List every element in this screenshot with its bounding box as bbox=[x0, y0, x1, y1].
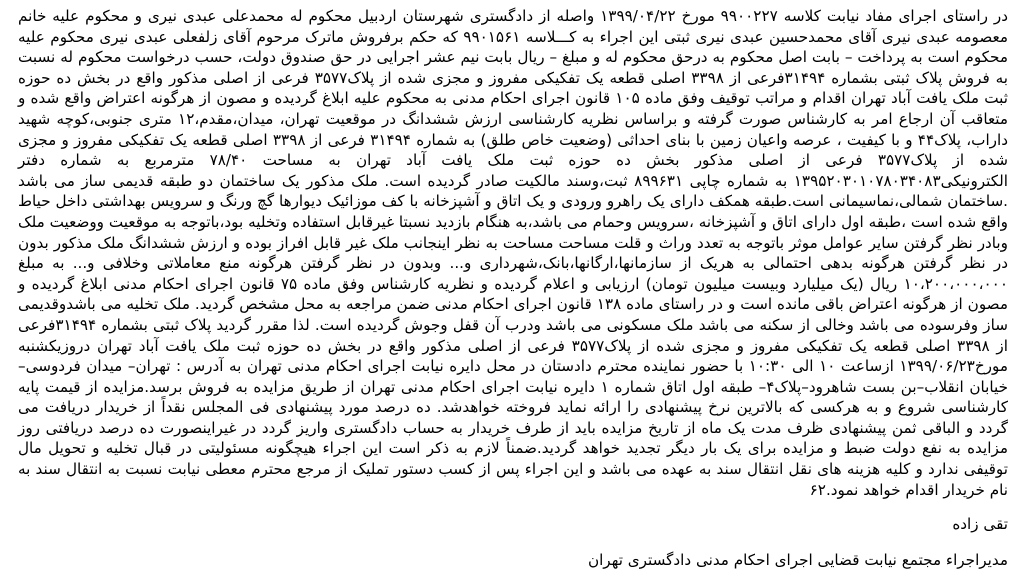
signer-block bbox=[18, 550, 1008, 570]
signer-name: تقی زاده bbox=[952, 515, 1008, 534]
auction-notice-body: در راستای اجرای مفاد نیابت کلاسه ۹۹۰۰۲۲۷ مورخ ۱۳۹۹/۰۴/۲۲ واصله از دادگستری شهرستان اردبیل محکوم له محمدعلی عبدی نیری و محکوم علیه خانم معصومه عبدی نیری آقای محمدحسین عبدی نیری ثبتی این اجراء به کـــلاسه ۹۹۰۱۵۶۱ که حکم برفروش ماترک مرحوم آقای زلفعلی عبدی نیری محکوم علیه محکوم است به پرداخت – بابت اصل محکوم به درحق محکوم له و مبلغ – ریال بابت نیم عشر اجرایی در حق صندوق دولت، حسب درخواست محکوم له نسبت به فروش پلاک ثبتی بشماره ۳۱۴۹۴فرعی از ۳۳۹۸ اصلی قطعه یک تفکیکی مفروز و مجزی شده از پلاک۳۵۷۷ فرعی از اصلی مذکور واقع در بخش ده حوزه ثبت ملک یافت آباد تهران اقدام و مراتب توقیف وفق ماده ۱۰۵ قانون اجرای احکام مدنی به محکوم علیه ابلاغ گردیده و مصون از هرگونه اعتراض واقع شده و متعاقب آن ارجاع امر به کارشناس صورت گرفته و براساس نظریه کارشناسی ارزش ششدانگ در موقعیت تهران، میدان،مقدم،۱۲ متری جنوبی،کوچه شهید داراب، پلاک۴۴ و با کیفیت ، عرصه واعیان زمین با بنای احداثی (وضعیت خاص طلق) به شماره ۳۱۴۹۴ فرعی از ۳۳۹۸ اصلی قطعه یک تفکیکی مفروز و مجزی شده از پلاک۳۵۷۷ فرعی از اصلی مذکور بخش ده حوزه ثبت ملک یافت آباد تهران به مساحت ۷۸/۴۰ مترمربع به شماره دفتر الکترونیکی۱۳۹۵۲۰۳۰۱۰۷۸۰۳۴۰۸۳ به شماره چاپی ۸۹۹۶۳۱ ثبت،وسند مالکیت صادر گردیده است. ملک مذکور یک ساختمان دو طبقه قدیمی ساز می باشد .ساختمان شمالی،نماسیمانی است.طبقه همکف دارای یک راهرو ورودی و یک اتاق و آشپزخانه با کف موزائیک دیوارها گچ ورنگ و سرویس بهداشتی داخل حیاط واقع شده است ،طبقه اول دارای اتاق و آشپزخانه ،سرویس وحمام می باشد،به هنگام بازدید نسبتا غیرقابل استفاده وتخلیه بود،باتوجه به موقعیت ووضعیت ملک وبادر نظر گرفتن سایر عوامل موثر باتوجه به تعدد وراث و قلت مساحت مساحت به نظر اینجانب ملک غیر قابل افراز بوده و ارزش ششدانگ ملک مذکور بدون در نظر گرفتن هرگونه بدهی احتمالی به هریک از سازمانها،ارگانها،بانک،شهرداری و... وبدون در نظر گرفتن هرگونه منع معاملاتی وخلافی و... به مبلغ ۱۰،۲۰۰،۰۰۰،۰۰۰ ریال (یک میلیارد وبیست میلیون تومان) ارزیابی و اعلام گردیده و نظریه کارشناس وفق ماده ۷۵ قانون اجرای احکام مدنی ابلاغ گردیده و مصون از هرگونه اعتراض باقی مانده است و در راستای ماده ۱۳۸ قانون اجرای احکام مدنی ضمن مراجعه به محل مشخص گردید. ملک تخلیه می باشدوقدیمی ساز وفرسوده می باشد وخالی از سکنه می باشد ملک مسکونی می باشد ودرب آن قفل وجوش گردیده است. لذا مقرر گردید پلاک ثبتی بشماره ۳۱۴۹۴فرعی از ۳۳۹۸ اصلی قطعه یک تفکیکی مفروز و مجزی شده از پلاک۳۵۷۷ فرعی از اصلی مذکور واقع در بخش ده حوزه ثبت ملک یافت آباد تهران دروزیکشنبه مورخ۱۳۹۹/۰۶/۲۳ ازساعت ۱۰ الی ۱۰:۳۰ با حضور نماینده محترم دادستان در محل دایره نیابت اجرای احکام مدنی تهران به آدرس : تهران– میدان فردوسی– خیابان انقلاب–بن بست شاهرود–پلاک۴– طبقه اول اتاق شماره ۱ دایره نیابت اجرای احکام مدنی تهران از طریق مزایده به فروش برسد.مزایده از قیمت پایه کارشناسی شروع و به هرکسی که بالاترین نرخ پیشنهادی را ارائه نماید فروخته خواهدشد. ده درصد مورد پیشنهادی فی المجلس نقداً از خریدار دریافت می گردد و الباقی ثمن پیشنهادی ظرف مدت یک ماه از تاریخ مزایده باید از طرف خریدار به حساب دادگستری واریز گردد در غیراینصورت ده درصد دریافتی روز مزایده به نفع دولت ضبط و مزایده برای یک بار دیگر تجدید خواهد گردید.ضمناً لازم به ذکر است این اجراء هیچگونه مسئولیتی در قبال تخلیه و تحویل مال توقیفی ندارد و کلیه هزینه های نقل انتقال سند به عهده می باشد و این اجراء پس از کسب دستور تملیک از مرجع محترم معطی نیابت نسبت به انتقال سند به نام خریدار اقدام خواهد نمود.۶۲ bbox=[18, 7, 1009, 499]
signer-title: مدیراجراء مجتمع نیابت قضایی اجرای احکام مدنی دادگستری تهران bbox=[587, 551, 1008, 570]
